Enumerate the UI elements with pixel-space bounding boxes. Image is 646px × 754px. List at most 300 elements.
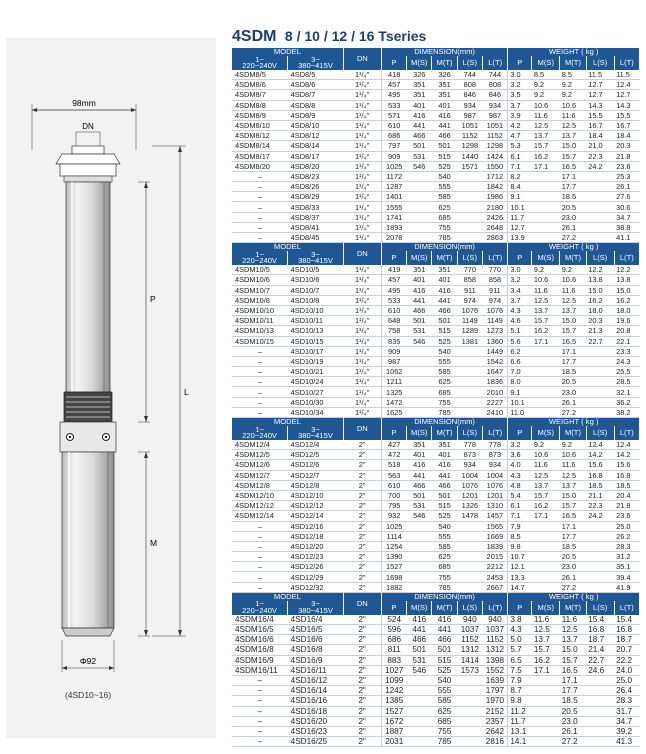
table-cell [407, 171, 432, 181]
table-row [232, 470, 640, 480]
table-cell: 1152 [482, 131, 507, 141]
table-row [232, 387, 640, 397]
table-cell: 16.8 [614, 625, 639, 635]
dimension-header: DIMENSION(mm) [381, 48, 508, 56]
table-cell: 9.8 [508, 696, 532, 706]
weight-ls-header: L(S) [586, 426, 614, 440]
table-cell: 8.4 [508, 182, 532, 192]
table-cell: 1381 [457, 336, 482, 346]
table-cell: – [232, 407, 288, 417]
table-cell: 351 [407, 90, 432, 100]
table-cell: 3.4 [508, 285, 532, 295]
table-cell: 974 [482, 295, 507, 305]
table-cell: 10.1 [508, 397, 532, 407]
table-cell: 5.1 [508, 326, 532, 336]
table-cell: 2031 [381, 737, 406, 747]
table-cell: 351 [407, 80, 432, 90]
table-cell: 11.5 [586, 70, 614, 80]
table-cell: 472 [381, 450, 406, 460]
table-row [232, 212, 640, 222]
table-cell: 546 [407, 161, 432, 171]
table-cell [457, 346, 482, 356]
table-cell: 1025 [381, 161, 406, 171]
table-cell: 2" [343, 706, 381, 716]
table-cell [586, 377, 614, 387]
table-cell: 934 [482, 100, 507, 110]
table-cell [407, 212, 432, 222]
table-cell [407, 706, 432, 716]
table-cell: 38.2 [614, 407, 639, 417]
table-cell [457, 202, 482, 212]
table-cell: 18.5 [560, 696, 587, 706]
table-cell: 15.7 [532, 490, 560, 500]
table-cell: 4SD12/26 [288, 562, 344, 572]
table-cell: 4SD16/11 [288, 665, 344, 675]
table-cell: 911 [457, 285, 482, 295]
table-cell [532, 531, 560, 541]
table-cell: 16.2 [586, 295, 614, 305]
table-cell: 585 [432, 541, 457, 551]
table-cell: 5.3 [508, 141, 532, 151]
table-cell: 4SD16/9 [288, 655, 344, 665]
table-cell: 525 [432, 161, 457, 171]
table-cell: 10.6 [532, 100, 560, 110]
table-cell: 495 [381, 285, 406, 295]
table-row [232, 696, 640, 706]
table-cell: 501 [407, 645, 432, 655]
table-cell: 8.7 [508, 686, 532, 696]
table-cell: 12.2 [614, 265, 639, 275]
table-cell: 416 [407, 615, 432, 625]
table-cell: 4SD8/45 [288, 233, 344, 243]
table-row [232, 686, 640, 696]
table-cell: 5.7 [508, 645, 532, 655]
table-cell: 416 [432, 110, 457, 120]
voltage-three-phase-header [288, 426, 344, 440]
table-cell: 4SD16/4 [288, 615, 344, 625]
table-cell [586, 407, 614, 417]
table-cell: 416 [432, 460, 457, 470]
table-cell: 495 [381, 90, 406, 100]
table-cell: 401 [432, 450, 457, 460]
table-cell: 755 [432, 222, 457, 232]
table-cell: 540 [432, 171, 457, 181]
table-row [232, 706, 640, 716]
table-cell: 1698 [381, 572, 406, 582]
voltage-single-phase-header [232, 426, 288, 440]
table-cell: 4SD12/5 [288, 450, 344, 460]
table-cell: 4SD12/4 [288, 440, 344, 450]
table-cell [586, 367, 614, 377]
table-cell: 1882 [381, 582, 406, 592]
table-cell: 4SDM8/14 [232, 141, 288, 151]
table-cell: 571 [381, 110, 406, 120]
table-cell: 501 [432, 645, 457, 655]
table-cell: 4SDM10/13 [232, 326, 288, 336]
weight-header: WEIGHT ( kg ) [508, 243, 640, 251]
table-cell: 401 [432, 275, 457, 285]
table-cell: 1¹/₄" [343, 275, 381, 285]
table-cell: 846 [457, 90, 482, 100]
table-cell: 441 [432, 295, 457, 305]
table-cell: 1639 [482, 675, 507, 685]
table-row [232, 275, 640, 285]
table-cell [586, 552, 614, 562]
table-cell: 4SD12/29 [288, 572, 344, 582]
table-cell: 501 [432, 490, 457, 500]
table-cell [532, 356, 560, 366]
table-cell: 4SD12/8 [288, 480, 344, 490]
table-row [232, 552, 640, 562]
table-cell: 24.3 [614, 356, 639, 366]
table-cell: 1051 [482, 120, 507, 130]
table-cell: 23.0 [560, 212, 587, 222]
table-cell: 515 [432, 326, 457, 336]
table-cell: 13.7 [560, 480, 587, 490]
table-cell: 4SD12/20 [288, 541, 344, 551]
table-cell: 441 [407, 295, 432, 305]
table-cell: 17.1 [560, 675, 587, 685]
table-cell: 811 [381, 645, 406, 655]
table-cell: 4SDM8/10 [232, 120, 288, 130]
table-cell: 4.6 [508, 316, 532, 326]
voltage-single-phase-header [232, 251, 288, 265]
table-cell: 1¹/₄" [343, 265, 381, 275]
table-cell: 1¹/₄" [343, 233, 381, 243]
table-cell: 12.5 [532, 295, 560, 305]
table-cell: 11.6 [560, 460, 587, 470]
table-cell: 2" [343, 511, 381, 521]
table-cell: 24.6 [586, 665, 614, 675]
table-cell: 15.4 [586, 615, 614, 625]
table-cell: 16.2 [532, 326, 560, 336]
table-cell: 1¹/₄" [343, 295, 381, 305]
dim-ls-header: L(S) [457, 56, 482, 70]
voltage-three-phase-header [288, 601, 344, 615]
table-cell: 648 [381, 316, 406, 326]
table-cell: 9.2 [532, 440, 560, 450]
spec-table-12 [232, 418, 640, 593]
table-cell: 2180 [482, 202, 507, 212]
table-cell [457, 212, 482, 222]
table-cell [532, 726, 560, 736]
table-cell: 1287 [381, 182, 406, 192]
table-cell [532, 696, 560, 706]
weight-header: WEIGHT ( kg ) [508, 418, 640, 426]
table-cell: 4SD8/5 [288, 70, 344, 80]
table-cell: 1062 [381, 367, 406, 377]
table-cell: 1¹/₄" [343, 407, 381, 417]
table-cell: 4SD16/14 [288, 686, 344, 696]
table-cell: 27.2 [560, 582, 587, 592]
table-cell: 11.6 [560, 285, 587, 295]
weight-m-header: M(S) [532, 426, 560, 440]
table-row [232, 562, 640, 572]
table-row [232, 192, 640, 202]
table-cell: 18.5 [560, 541, 587, 551]
table-cell: 39.4 [614, 572, 639, 582]
table-cell: 16.5 [560, 336, 587, 346]
table-cell: 2" [343, 625, 381, 635]
table-cell: 1¹/₄" [343, 192, 381, 202]
table-cell [407, 356, 432, 366]
table-cell [532, 706, 560, 716]
table-cell: 11.2 [508, 706, 532, 716]
table-cell: 416 [407, 460, 432, 470]
table-cell: 31.7 [614, 706, 639, 716]
table-cell [532, 582, 560, 592]
table-cell: 20.8 [614, 326, 639, 336]
table-cell: 1051 [457, 120, 482, 130]
table-cell: 6.2 [508, 346, 532, 356]
table-cell: 785 [432, 407, 457, 417]
table-cell: 6.5 [508, 655, 532, 665]
table-cell: 3.0 [508, 70, 532, 80]
table-cell: – [232, 356, 288, 366]
table-cell: 4SD8/12 [288, 131, 344, 141]
table-cell: 427 [381, 440, 406, 450]
table-cell: 1449 [482, 346, 507, 356]
table-cell: 21.8 [614, 151, 639, 161]
table-cell [586, 192, 614, 202]
dimension-header: DIMENSION(mm) [381, 593, 508, 601]
table-cell: 23.6 [614, 161, 639, 171]
table-row [232, 541, 640, 551]
table-cell: 3.0 [508, 265, 532, 275]
table-cell: 1325 [381, 387, 406, 397]
table-cell: 1478 [457, 511, 482, 521]
table-cell: 4SDM8/6 [232, 80, 288, 90]
table-cell: 351 [407, 440, 432, 450]
table-cell: 9.8 [508, 541, 532, 551]
table-cell: 2" [343, 470, 381, 480]
table-cell: 22.2 [614, 655, 639, 665]
dn-dimension-label: DN [82, 122, 94, 131]
table-cell: 4SDM10/7 [232, 285, 288, 295]
table-cell: 18.4 [586, 131, 614, 141]
table-cell: 1¹/₄" [343, 326, 381, 336]
dimension-header: DIMENSION(mm) [381, 418, 508, 426]
table-cell: 3.2 [508, 440, 532, 450]
table-cell: 858 [482, 275, 507, 285]
table-cell: 2010 [482, 387, 507, 397]
table-row [232, 582, 640, 592]
table-cell: 873 [457, 450, 482, 460]
table-cell [407, 367, 432, 377]
table-cell: 4SD8/7 [288, 90, 344, 100]
table-cell: – [232, 572, 288, 582]
table-cell [457, 737, 482, 747]
table-row [232, 726, 640, 736]
table-cell: 4SDM8/12 [232, 131, 288, 141]
table-cell: 2" [343, 521, 381, 531]
table-cell: 1390 [381, 552, 406, 562]
dim-m-header: M(S) [407, 251, 432, 265]
table-cell [586, 212, 614, 222]
table-cell: 1555 [381, 202, 406, 212]
dim-m-header: M(S) [407, 56, 432, 70]
table-cell: 1839 [482, 541, 507, 551]
table-row [232, 511, 640, 521]
table-cell: 3.5 [508, 90, 532, 100]
table-cell: 11.6 [532, 460, 560, 470]
table-cell: 41.3 [614, 737, 639, 747]
table-cell: 2" [343, 490, 381, 500]
table-cell [407, 696, 432, 706]
table-cell: 501 [432, 141, 457, 151]
table-cell [457, 531, 482, 541]
table-cell: 1¹/₄" [343, 90, 381, 100]
table-cell: 15.0 [614, 285, 639, 295]
table-cell: 755 [432, 572, 457, 582]
table-cell: 4SD8/37 [288, 212, 344, 222]
table-cell [407, 521, 432, 531]
table-row [232, 675, 640, 685]
table-cell: 1647 [482, 367, 507, 377]
table-cell: 1312 [482, 645, 507, 655]
table-cell: 419 [381, 265, 406, 275]
table-cell: 31.2 [614, 552, 639, 562]
table-cell: 1797 [482, 686, 507, 696]
table-cell: – [232, 212, 288, 222]
dn-header: DN [343, 243, 381, 265]
table-cell: 2" [343, 460, 381, 470]
table-cell: 466 [432, 635, 457, 645]
table-cell: 4SDM10/5 [232, 265, 288, 275]
table-row [232, 635, 640, 645]
table-cell: 625 [432, 377, 457, 387]
table-cell: 911 [482, 285, 507, 295]
table-cell: 1¹/₄" [343, 305, 381, 315]
table-cell: 15.4 [614, 615, 639, 625]
table-cell: 14.2 [614, 450, 639, 460]
table-cell: 1149 [482, 316, 507, 326]
width-dimension-label: 98mm [72, 98, 96, 108]
table-cell: 546 [407, 336, 432, 346]
table-row [232, 346, 640, 356]
table-row [232, 665, 640, 675]
table-cell: 2648 [482, 222, 507, 232]
table-cell: 25.0 [614, 521, 639, 531]
table-cell: 22.3 [586, 151, 614, 161]
table-cell: 2" [343, 531, 381, 541]
table-cell: 26.1 [560, 572, 587, 582]
table-cell: 17.1 [560, 521, 587, 531]
table-cell: 625 [432, 552, 457, 562]
table-cell: 1¹/₄" [343, 110, 381, 120]
table-cell: 17.7 [560, 531, 587, 541]
voltage-single-label: 1~ [255, 56, 264, 64]
table-cell: 524 [381, 615, 406, 625]
table-cell: 1¹/₄" [343, 222, 381, 232]
table-cell: 9.2 [560, 440, 587, 450]
table-cell: 2816 [482, 737, 507, 747]
table-cell: 2" [343, 572, 381, 582]
table-cell: 28.5 [614, 377, 639, 387]
dimension-header: DIMENSION(mm) [381, 243, 508, 251]
weight-m-header: M(S) [532, 251, 560, 265]
table-cell: 418 [381, 70, 406, 80]
table-cell: 28.3 [614, 541, 639, 551]
table-row [232, 397, 640, 407]
table-cell: 1552 [482, 665, 507, 675]
table-cell: 1152 [457, 635, 482, 645]
table-cell: – [232, 716, 288, 726]
table-cell: 18.0 [586, 305, 614, 315]
outlet-thread [72, 146, 104, 154]
table-cell: 4SD16/25 [288, 737, 344, 747]
table-cell: 416 [432, 285, 457, 295]
table-cell [586, 222, 614, 232]
table-cell: 27.2 [560, 407, 587, 417]
table-cell: 7.9 [508, 521, 532, 531]
table-cell: 3.9 [508, 110, 532, 120]
table-cell: 15.6 [614, 460, 639, 470]
table-cell: 41.1 [614, 233, 639, 243]
table-cell: 1842 [482, 182, 507, 192]
table-cell: 18.0 [614, 305, 639, 315]
table-cell: 533 [381, 100, 406, 110]
table-cell: 11.6 [532, 285, 560, 295]
table-cell [586, 233, 614, 243]
table-cell: 4SDM8/7 [232, 90, 288, 100]
table-cell: 2" [343, 582, 381, 592]
table-cell: 1¹/₄" [343, 120, 381, 130]
table-cell: – [232, 541, 288, 551]
table-cell: 16.8 [614, 470, 639, 480]
table-cell: 10.6 [560, 100, 587, 110]
table-cell [407, 387, 432, 397]
table-cell: 2" [343, 645, 381, 655]
weight-m-header: M(S) [532, 56, 560, 70]
table-cell: 518 [381, 460, 406, 470]
table-cell: 14.3 [614, 100, 639, 110]
table-cell: 1571 [457, 161, 482, 171]
table-cell: 501 [407, 141, 432, 151]
series-title: 4SDM [232, 28, 277, 45]
table-cell: 1424 [482, 151, 507, 161]
table-cell: 9.2 [532, 80, 560, 90]
dim-mt-header: M(T) [432, 426, 457, 440]
table-cell: 15.7 [560, 151, 587, 161]
table-cell: 13.7 [532, 635, 560, 645]
table-cell: – [232, 222, 288, 232]
table-cell [457, 407, 482, 417]
table-cell: 17.1 [560, 171, 587, 181]
table-cell: 15.5 [586, 110, 614, 120]
table-cell: 555 [432, 686, 457, 696]
table-cell: 2152 [482, 706, 507, 716]
table-cell: 1¹/₄" [343, 212, 381, 222]
table-cell: – [232, 377, 288, 387]
voltage-single-range: 220~240V [242, 431, 277, 440]
table-cell: 13.7 [560, 305, 587, 315]
table-cell: 13.8 [586, 275, 614, 285]
table-cell [457, 572, 482, 582]
table-cell: 4SD10/13 [288, 326, 344, 336]
voltage-three-label: 3~ [311, 600, 320, 609]
table-cell [532, 675, 560, 685]
table-cell: 34.7 [614, 212, 639, 222]
table-cell: – [232, 346, 288, 356]
table-cell: 4SD8/23 [288, 171, 344, 181]
dim-p-header: P [381, 56, 406, 70]
table-cell: 858 [457, 275, 482, 285]
table-cell: 501 [432, 316, 457, 326]
table-cell: – [232, 552, 288, 562]
spec-tables [232, 48, 640, 747]
table-cell: 4SD10/8 [288, 295, 344, 305]
